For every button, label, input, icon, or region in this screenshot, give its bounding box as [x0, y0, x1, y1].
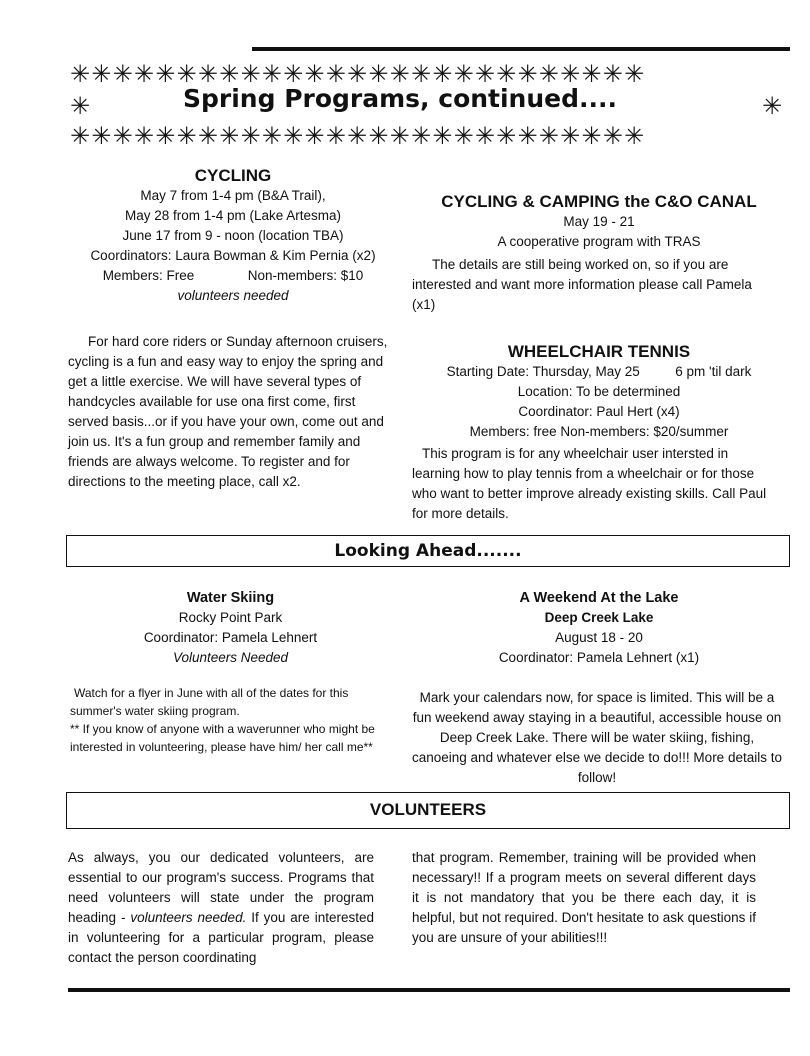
volunteers-col-2: that program. Remember, training will be provided when necessary!! If a program meets on several different days it is not mandatory that you be there each day, it is helpful, but not required. Don't hesitate to ask questions if you are unsure of your abilities!!! — [412, 850, 756, 945]
looking-ahead-heading: Looking Ahead....... — [334, 541, 522, 561]
skiing-heading: Water Skiing — [186, 590, 275, 606]
tennis-time: 6 pm 'til dark — [675, 364, 752, 379]
lake-coordinator: Coordinator: Pamela Lehnert (x1) — [498, 650, 700, 665]
lake-place: Deep Creek Lake — [544, 610, 654, 625]
tennis-section — [410, 342, 788, 442]
cycling-line: Coordinators: Laura Bowman & Kim Pernia (x2) — [90, 248, 376, 263]
lake-date: August 18 - 20 — [555, 630, 643, 645]
skiing-body-2: ** If you know of anyone with a waverunner who might be interested in volunteering, please have him/ her call me** — [70, 722, 375, 754]
skiing-coordinator: Coordinator: Pamela Lehnert — [143, 630, 318, 645]
top-rule — [252, 47, 790, 51]
volunteers-text-b: If you are interested in volunteering for a particular program, please contact the person coordinating — [68, 910, 374, 965]
skiing-body-1: Watch for a flyer in June with all of the dates for this summer's water skiing program. — [70, 686, 349, 718]
tennis-location: Location: To be determined — [517, 384, 681, 399]
camping-date: May 19 - 21 — [563, 214, 635, 229]
cycling-nonmembers: Non-members: $10 — [247, 268, 364, 283]
lake-body: Mark your calendars now, for space is limited. This will be a fun weekend away staying in a beautiful, accessible house on Deep Creek Lake. There will be water skiing, fishing, canoeing and whatever else we decide to do!!! More details to follow! — [412, 690, 782, 785]
looking-ahead-banner — [66, 535, 790, 567]
volunteers-col-1 — [68, 848, 374, 968]
tennis-start-row — [410, 362, 788, 382]
volunteers-heading: VOLUNTEERS — [369, 800, 487, 819]
cycling-heading: CYCLING — [194, 166, 272, 185]
tennis-heading: WHEELCHAIR TENNIS — [507, 342, 691, 361]
volunteers-text-em: volunteers needed. — [130, 910, 247, 925]
cycling-section — [68, 166, 398, 306]
volunteers-text-a: As always, you our dedicated volunteers, are essential to our program's success. Programs that need volunteers will state under the program heading - — [68, 850, 374, 925]
star-icon-left: ✳ — [70, 92, 92, 120]
cycling-body: For hard core riders or Sunday afternoon cruisers, cycling is a fun and easy way to enjoy the spring and get a little exercise. We will have several types of handcycles available for use ona first come, first served basis...or if you have your own, come out and join us. It's a fun group and remember family and friends are always welcome. To register and for directions to the meeting place, call x2. — [68, 334, 388, 489]
skiing-place: Rocky Point Park — [178, 610, 283, 625]
cycling-line: May 28 from 1-4 pm (Lake Artesma) — [124, 208, 342, 223]
skiing-section — [68, 588, 393, 668]
cycling-line: June 17 from 9 - noon (location TBA) — [122, 228, 344, 243]
cycling-line: May 7 from 1-4 pm (B&A Trail), — [140, 188, 326, 203]
camping-body: The details are still being worked on, so if you are interested and want more information please call Pamela (x1) — [412, 257, 752, 312]
star-icon-right: ✳ — [762, 92, 784, 120]
camping-heading: CYCLING & CAMPING the C&O CANAL — [441, 192, 757, 211]
tennis-start: Starting Date: Thursday, May 25 — [446, 364, 640, 379]
camping-section — [410, 192, 788, 252]
cycling-fees — [68, 266, 398, 286]
star-border-top: ✳✳✳✳✳✳✳✳✳✳✳✳✳✳✳✳✳✳✳✳✳✳✳✳✳✳✳ — [70, 60, 646, 88]
skiing-volunteers: Volunteers Needed — [172, 650, 289, 665]
bottom-rule — [68, 988, 790, 992]
lake-heading: A Weekend At the Lake — [519, 590, 679, 606]
tennis-members: Members: free Non-members: $20/summer — [469, 424, 729, 439]
camping-subtitle: A cooperative program with TRAS — [497, 234, 701, 249]
lake-section — [410, 588, 788, 668]
star-border-bottom: ✳✳✳✳✳✳✳✳✳✳✳✳✳✳✳✳✳✳✳✳✳✳✳✳✳✳✳ — [70, 122, 646, 150]
page-title: Spring Programs, continued.... — [183, 84, 617, 113]
tennis-coordinator: Coordinator: Paul Hert (x4) — [518, 404, 680, 419]
cycling-volunteers: volunteers needed — [177, 288, 289, 303]
volunteers-banner — [66, 792, 790, 829]
tennis-body: This program is for any wheelchair user intersted in learning how to play tennis from a wheelchair or for those who want to better improve already existing skills. Call Paul for more details. — [412, 446, 767, 521]
cycling-members: Members: Free — [102, 268, 195, 283]
